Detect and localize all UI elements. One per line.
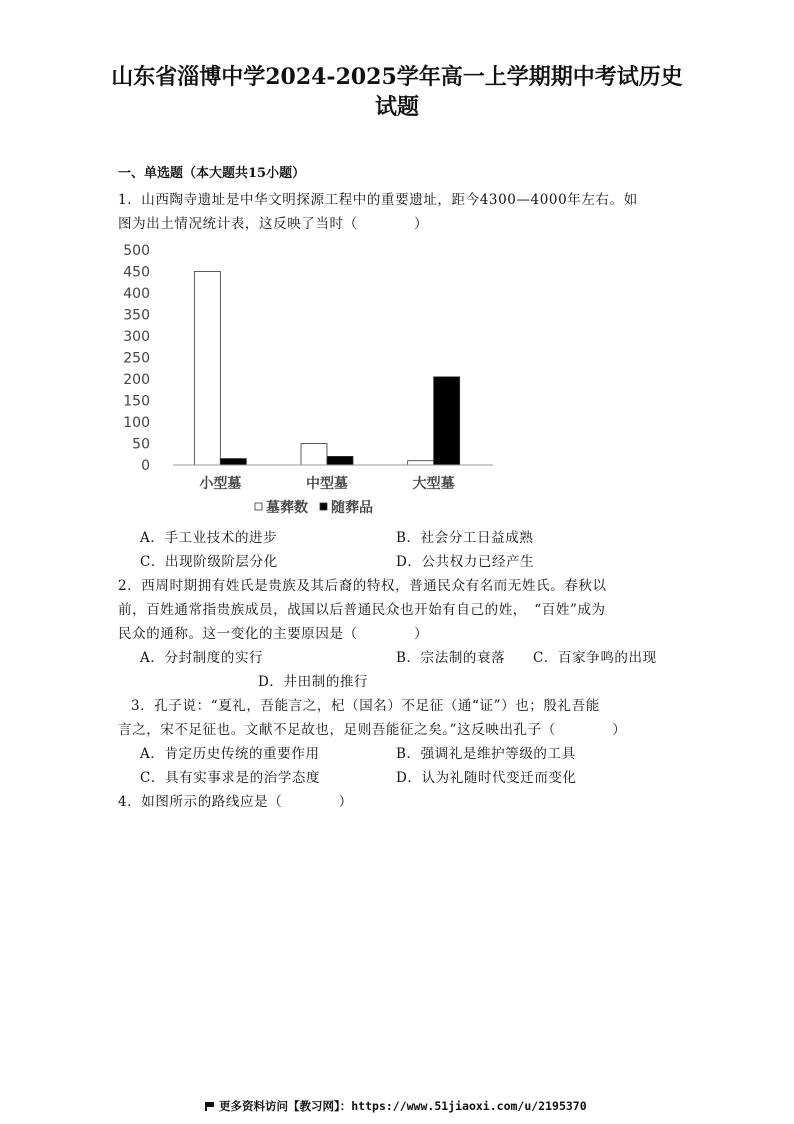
section-heading: 一、单选题（本大题共15小题） (118, 166, 306, 181)
y-tick-label: 50 (132, 436, 150, 453)
legend-swatch-tomb-count (255, 503, 262, 510)
bar-burial-goods (220, 459, 246, 465)
q3-option-c[interactable]: C．具有实事求是的治学态度 (140, 770, 321, 786)
q2-stem-line2: 前，百姓通常指贵族成员，战国以后普通民众也开始有自己的姓， “百姓”成为 (118, 602, 606, 618)
bar-burial-goods (434, 377, 460, 465)
y-tick-label: 500 (123, 243, 150, 259)
q3-option-b[interactable]: B．强调礼是维护等级的工具 (396, 746, 576, 762)
q1-bar-chart (118, 238, 508, 523)
y-tick-label: 100 (123, 415, 150, 431)
q3-stem-line1: 3．孔子说：“夏礼，吾能言之，杞（国名）不足征（通“证”）也；殷礼吾能 (131, 698, 600, 714)
y-tick-label: 200 (123, 372, 150, 388)
q2-option-c[interactable]: C．百家争鸣的出现 (533, 650, 657, 666)
q2-stem-line3: 民众的通称。这一变化的主要原因是（ ） (118, 626, 429, 642)
exam-title-line1: 山东省淄博中学2024-2025学年高一上学期期中考试历史 (111, 64, 683, 90)
q3-option-d[interactable]: D．认为礼随时代变迁而变化 (396, 770, 577, 786)
bar-burial-goods (327, 456, 353, 465)
y-tick-label: 150 (123, 393, 150, 410)
y-tick-label: 0 (141, 458, 150, 474)
q2-option-a[interactable]: A．分封制度的实行 (140, 650, 264, 666)
q1-stem-line1: 1．山西陶寺遗址是中华文明探源工程中的重要遗址，距今4300—4000年左右。如 (118, 192, 638, 208)
x-tick-label: 小型墓 (199, 476, 242, 492)
q3-stem-line2: 言之，宋不足征也。文献不足故也，足则吾能征之矣。”这反映出孔子（ ） (118, 722, 627, 738)
exam-title-line2: 试题 (374, 94, 419, 120)
bar-tomb-count (301, 444, 327, 466)
exam-title (60, 62, 734, 122)
legend-swatch-burial-goods (320, 503, 327, 510)
q1-option-d[interactable]: D．公共权力已经产生 (396, 554, 535, 570)
y-tick-label: 400 (123, 286, 150, 302)
y-tick-label: 250 (123, 350, 150, 367)
y-tick-label: 450 (123, 264, 150, 281)
legend-label: 随葬品 (331, 500, 373, 516)
x-tick-label: 大型墓 (412, 476, 455, 492)
flag-icon (205, 1102, 215, 1111)
q1-option-b[interactable]: B．社会分工日益成熟 (396, 530, 534, 546)
footer-link[interactable] (205, 1098, 587, 1114)
y-tick-label: 300 (123, 329, 150, 345)
legend-label: 墓葬数 (266, 500, 308, 516)
q2-option-b[interactable]: B．宗法制的衰落 (396, 650, 506, 666)
q1-option-c[interactable]: C．出现阶级阶层分化 (140, 554, 278, 570)
bar-tomb-count (194, 272, 220, 466)
y-tick-label: 350 (123, 307, 150, 324)
q1-option-a[interactable]: A．手工业技术的进步 (140, 530, 278, 546)
q2-option-d[interactable]: D．井田制的推行 (258, 674, 369, 690)
q3-option-a[interactable]: A．肯定历史传统的重要作用 (140, 746, 320, 762)
q4-stem-line1: 4．如图所示的路线应是（ ） (118, 794, 353, 810)
bar-tomb-count (408, 461, 434, 465)
x-tick-label: 中型墓 (306, 476, 348, 492)
q2-stem-line1: 2．西周时期拥有姓氏是贵族及其后裔的特权，普通民众有名而无姓氏。春秋以 (118, 578, 607, 594)
footer-text: 更多资料访问【教习网】：https://www.51jiaoxi.com/u/2195370 (219, 1099, 587, 1113)
q1-stem-line2: 图为出土情况统计表，这反映了当时（ ） (118, 216, 429, 232)
